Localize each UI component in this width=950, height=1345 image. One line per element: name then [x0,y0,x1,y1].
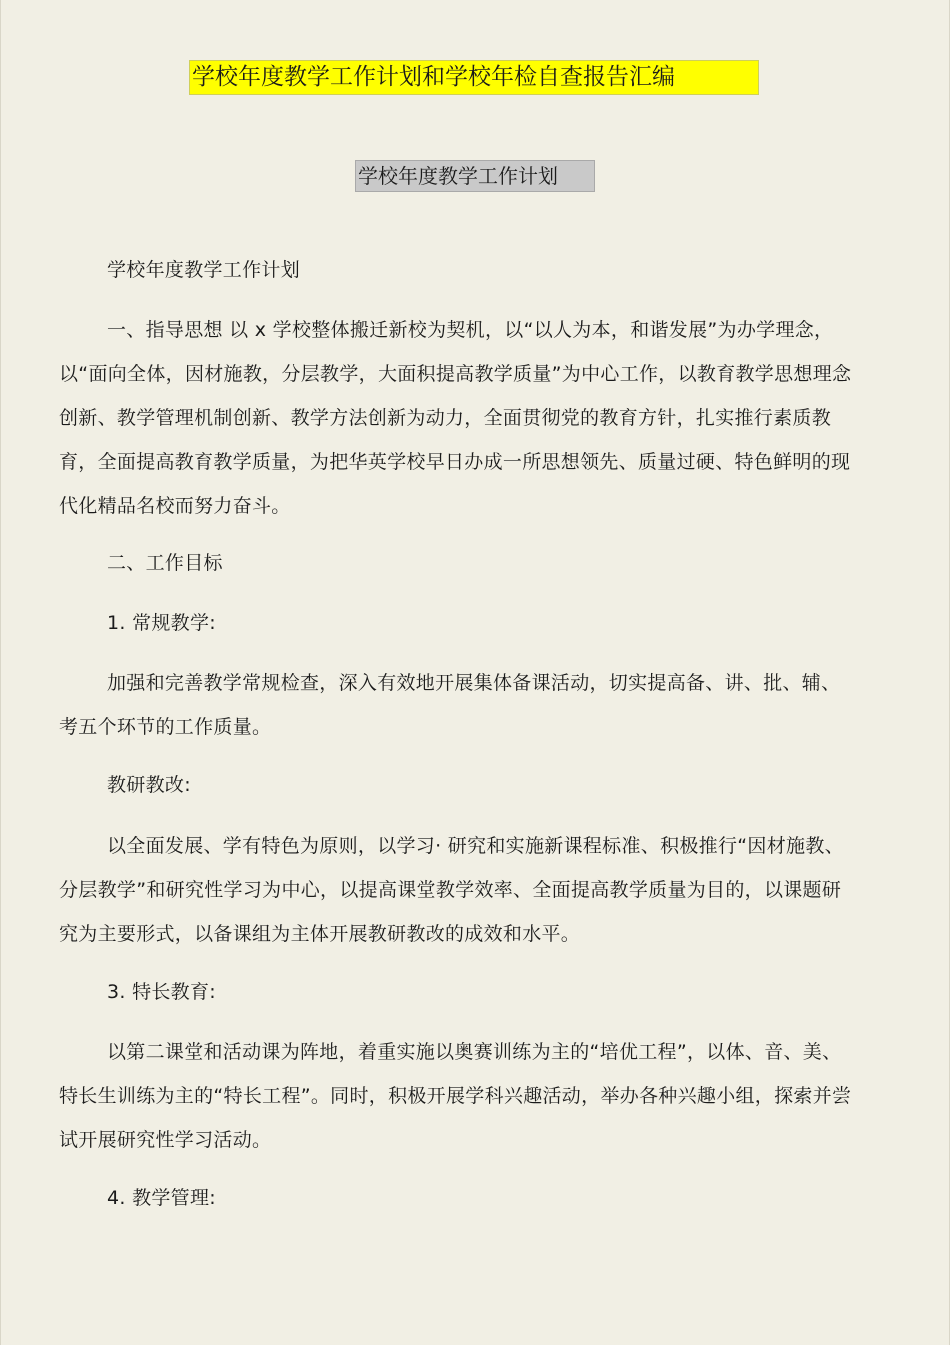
routine-teaching-heading: 1. 常规教学: [107,612,216,634]
teaching-management-heading: 4. 教学管理: [107,1187,216,1209]
work-goals-heading: 二、工作目标 [107,552,223,574]
document-title: 学校年度教学工作计划和学校年检自查报告汇编 [189,60,759,95]
research-reform-heading: 教研教改: [107,774,191,796]
research-reform-paragraph: 以全面发展、学有特色为原则，以学习· 研究和实施新课程标准、积极推行“因材施教、分层教学”和研究性学习为中心，以提高课堂教学效率、全面提高教学质量为目的，以课题研究为主要形式，以备课组为主体开展教研教改的成效和水平。 [59,835,844,945]
specialty-education-heading: 3. 特长教育: [107,981,216,1003]
section-title: 学校年度教学工作计划 [355,160,595,192]
intro-heading: 学校年度教学工作计划 [107,259,301,281]
specialty-education-paragraph: 以第二课堂和活动课为阵地，着重实施以奥赛训练为主的“培优工程”，以体、音、美、特长生训练为主的“特长工程”。同时，积极开展学科兴趣活动，举办各种兴趣小组，探索并尝试开展研究性学习活动。 [59,1041,852,1151]
routine-teaching-paragraph: 加强和完善教学常规检查，深入有效地开展集体备课活动，切实提高备、讲、批、辅、考五个环节的工作质量。 [59,672,841,738]
guiding-thought-paragraph: 一、指导思想 以 x 学校整体搬迁新校为契机，以“以人为本，和谐发展”为办学理念，以“面向全体，因材施教，分层教学，大面积提高教学质量”为中心工作，以教育教学思想理念创新、教学管理机制创新、教学方法创新为动力，全面贯彻党的教育方针，扎实推行素质教育，全面提高教育教学质量，为把华英学校早日办成一所思想领先、质量过硬、特色鲜明的现代化精品名校而努力奋斗。 [59,319,852,517]
